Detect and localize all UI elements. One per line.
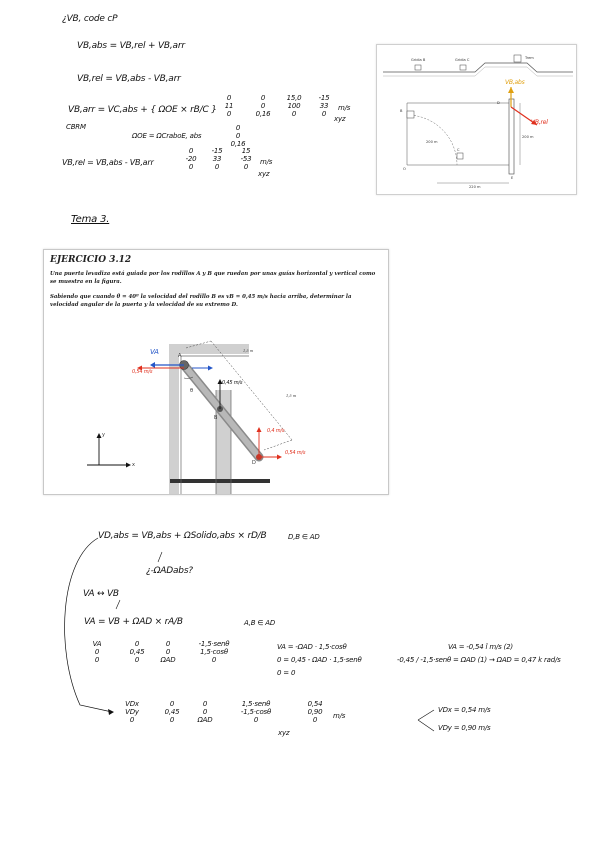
question-note: ¿VB, code cP	[62, 14, 118, 24]
vb-abs-label: VB,abs	[505, 79, 525, 86]
dim-right: 1,5 m	[286, 394, 297, 398]
vb-value: 0,45 m/s	[222, 380, 243, 386]
label-200m-a: 200 m	[426, 140, 438, 144]
vrel-unit: m/s	[260, 158, 273, 166]
solution-line-3: 0 = 0	[277, 669, 296, 677]
track-figure	[376, 44, 577, 195]
label-trem: Trem	[525, 56, 534, 60]
vd-abs-note: D,B ∈ AD	[288, 533, 320, 541]
label-gridia-b: Gridia B	[411, 58, 426, 62]
bm-om: 0 0 ΩAD	[160, 640, 176, 664]
label-200m-b: 200 m	[522, 135, 534, 139]
bm-lhs: VA 0 0	[92, 640, 102, 664]
solution-line-2-result: = ΩAD (1) → ΩAD = 0,47 k rad/s	[453, 656, 561, 664]
vb-rel-calc: VB,rel = VB,abs - VB,arr	[62, 158, 154, 167]
omega-question: ¿-ΩADabs?	[146, 566, 193, 576]
label-c: C	[457, 148, 460, 152]
point-b-label: B	[214, 415, 218, 421]
label-b: B	[400, 109, 403, 113]
vrel-matrix-1: 0 -20 0	[185, 147, 197, 171]
vb-rel-label: VB,rel	[531, 119, 548, 126]
solution-line-2-mid: -0,45 / -1,5·senθ	[397, 656, 452, 664]
unit-label: m/s	[338, 104, 351, 112]
vrel-matrix-res: 15 -53 0	[240, 147, 252, 171]
vrel-frame: xyz	[258, 170, 270, 178]
vb-arr-equation: VB,arr = VC,abs + { ΩOE × rB/C }	[68, 105, 217, 115]
cbrm-label: CBRM	[66, 123, 86, 131]
drawbridge-figure	[44, 250, 388, 494]
omega-equation: ΩOE = ΩCraboE, abs	[132, 132, 202, 140]
exercise-card	[43, 249, 389, 495]
dm-res: 0,54 0,90 0	[307, 700, 323, 724]
tema-heading: Tema 3.	[71, 214, 110, 225]
label-e: E	[511, 176, 514, 180]
axis-x-label: x	[132, 462, 135, 468]
va-value: 0,54 m/s	[132, 369, 153, 375]
label-220m: 220 m	[469, 185, 481, 189]
axis-y-label: y	[102, 432, 105, 438]
dm-om: 0 0 ΩAD	[197, 700, 213, 724]
dm-frame: xyz	[278, 729, 290, 737]
va-vb-relation: VA ↔ VB	[83, 589, 119, 599]
bm-vb: 0 0,45 0	[129, 640, 145, 664]
vb-rel-equation: VB,rel = VB,abs - VB,arr	[77, 74, 181, 84]
exercise-title: EJERCICIO 3.12	[50, 255, 132, 265]
vd-abs-equation: VD,abs = VB,abs + ΩSolido,abs × rD/B	[98, 531, 267, 541]
vb-abs-equation: VB,abs = VB,rel + VB,arr	[77, 41, 185, 51]
exercise-paragraph-1: Una puerta levadiza está guiada por los rodillos A y B que ruedan por unas guías horizontal y vertical como se muestra en la figura.	[50, 271, 376, 285]
vrel-matrix-2: -15 33 0	[211, 147, 223, 171]
point-d-label: D	[252, 460, 256, 466]
vd-x-value: 0,54 m/s	[285, 450, 306, 456]
solution-line-2: 0 = 0,45 - ΩAD · 1,5·senθ	[277, 656, 362, 664]
dm-unit: m/s	[333, 712, 346, 720]
dm-lhs: VDx VDy 0	[125, 700, 139, 724]
matrix-a: 0 11 0	[224, 94, 234, 118]
matrix-c: 15,0 100 0	[286, 94, 302, 118]
va-equation-note: A,B ∈ AD	[244, 619, 276, 627]
matrix-b: 0 0 0,16	[255, 94, 271, 118]
frame-label: xyz	[334, 115, 346, 123]
dim-top: 1,5 m	[243, 349, 254, 353]
vdx-result: VDx = 0,54 m/s	[438, 706, 491, 714]
va-equation: VA = VB + ΩAD × rA/B	[84, 617, 183, 627]
matrix-result: -15 33 0	[318, 94, 330, 118]
vdy-result: VDy = 0,90 m/s	[438, 724, 491, 732]
va-label: VA	[150, 348, 159, 356]
theta-label: θ	[190, 388, 194, 394]
label-o: O	[403, 167, 406, 171]
label-d: D	[497, 101, 500, 105]
omega-vector: 0 0 0,16	[230, 124, 246, 148]
point-a-label: A	[178, 353, 182, 359]
solution-line-1: VA = -ΩAD · 1,5·cosθ	[277, 643, 347, 651]
vd-y-value: 0,4 m/s	[267, 428, 285, 434]
dm-r: 1,5·senθ -1,5·cosθ 0	[240, 700, 272, 724]
label-gridia-c: Gridia C	[455, 58, 470, 62]
dm-vb: 0 0,45 0	[164, 700, 180, 724]
solution-line-1-result: VA = -0,54 î m/s (2)	[448, 643, 513, 651]
bm-r: -1,5·senθ 1,5·cosθ 0	[198, 640, 230, 664]
exercise-paragraph-2: Sabiendo que cuando θ = 40º la velocidad del rodillo B es vB = 0,45 m/s hacia arriba, determinar la velocidad angular de la puerta y la velocidad de su extremo D.	[50, 294, 352, 308]
